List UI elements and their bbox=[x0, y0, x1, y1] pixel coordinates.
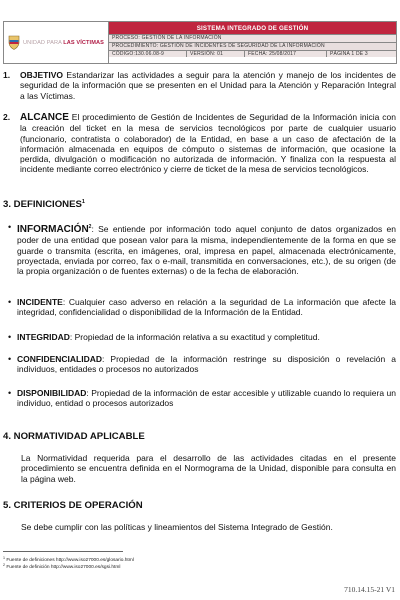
definition-term: INTEGRIDAD bbox=[17, 332, 70, 342]
definition-item bbox=[8, 388, 396, 409]
bullet-icon: • bbox=[8, 332, 12, 342]
bullet-icon: • bbox=[8, 388, 12, 398]
definition-term: INCIDENTE bbox=[17, 297, 63, 307]
footnote-ref: 1 bbox=[81, 199, 85, 205]
definition-item bbox=[8, 222, 396, 276]
definitions-heading: 3. DEFINICIONES$^1$ bbox=[3, 199, 85, 210]
document-code: 710.14.15-21 V1 bbox=[344, 585, 395, 594]
section-text: Estandarizar las actividades a seguir para la atención y manejo de los incidentes de seguridad de la información que se presenten en el Unidad para la Atención y Reparación Integral a las Víctimas. bbox=[20, 70, 396, 101]
section-alcance bbox=[3, 112, 396, 175]
header-page: PÁGINA 1 DE 3 bbox=[330, 50, 368, 57]
header-version: VERSIÓN: 01 bbox=[187, 51, 245, 58]
coat-of-arms-icon bbox=[8, 35, 20, 50]
section-number: 1. bbox=[3, 70, 11, 80]
normatividad-heading: 4. NORMATIVIDAD APLICABLE bbox=[3, 431, 145, 442]
bullet-icon: • bbox=[8, 354, 12, 364]
normatividad-text: La Normatividad requerida para el desarrollo de las actividades citadas en el presente procedimiento se encuentra definida en el Normograma de la Unidad, disponible para consulta en la página web. bbox=[21, 453, 396, 484]
header-procedure: PROCEDIMIENTO: GESTIÓN DE INCIDENTES DE SEGURIDAD DE LA INFORMACIÓN bbox=[109, 42, 396, 50]
logo-text: UNIDAD PARA LAS VÍCTIMAS bbox=[23, 39, 104, 46]
header-code: CÓDIGO:130.06.08-9 bbox=[109, 51, 187, 58]
definition-term: CONFIDENCIALIDAD bbox=[17, 354, 102, 364]
section-number: 2. bbox=[3, 112, 11, 122]
header-date: FECHA: 25/08/2017 bbox=[245, 51, 327, 58]
section-title: ALCANCE bbox=[20, 112, 69, 123]
definition-text: : Propiedad de la información relativa a su exactitud y completitud. bbox=[69, 332, 320, 342]
footnote-ref: 2 bbox=[88, 224, 92, 230]
definition-text: : Cualquier caso adverso en relación a la seguridad de La información que afecte la integridad, confidencialidad o disponibilidad de la Información de la Entidad. bbox=[17, 297, 396, 318]
definition-text: : Propiedad de la información de estar accesible y utilizable cuando lo requiera un individuo, entidad o procesos autorizados bbox=[17, 388, 396, 409]
definition-text: : Propiedad de la información restringe su disposición o revelación a individuos, entidades o procesos no autorizados bbox=[17, 354, 396, 375]
footnote-mark: 2 bbox=[3, 563, 5, 567]
section-title: OBJETIVO bbox=[20, 70, 63, 80]
definition-item bbox=[8, 332, 396, 342]
criterios-heading: 5. CRITERIOS DE OPERACIÓN bbox=[3, 500, 143, 511]
footnote bbox=[3, 556, 134, 563]
document-header bbox=[3, 21, 397, 64]
definition-term: DISPONIBILIDAD bbox=[17, 388, 87, 398]
definition-item bbox=[8, 297, 396, 318]
logo bbox=[4, 22, 109, 63]
header-meta-row bbox=[109, 50, 396, 58]
definition-term: INFORMACIÓN bbox=[17, 224, 89, 235]
footnote bbox=[3, 563, 120, 570]
footnote-text: Fuente de definición http://www.iso27000.es/sgsi.html bbox=[5, 565, 121, 570]
section-text: El procedimiento de Gestión de Incidentes de Seguridad de la Información inicia con la creación del ticket en la mesa de servicios tecnológicos por parte de cualquier usuario (funcionario, contratista o colaborador) de la Entidad, en base a un caso de afectación de la información almacenada en equipos de cómputo o sistemas de información, que ocasione la perdida, divulgación o modificación no autorizada de información. Y finaliza con la respuesta al incidente mediante correo electrónico y cierre de ticket de la mesa de servicios tecnológicos. bbox=[20, 112, 396, 175]
header-title: SISTEMA INTEGRADO DE GESTIÓN bbox=[109, 22, 396, 34]
criterios-text: Se debe cumplir con las políticas y lineamientos del Sistema Integrado de Gestión. bbox=[21, 522, 333, 532]
bullet-icon: • bbox=[8, 222, 12, 232]
definition-item bbox=[8, 354, 396, 375]
footnote-mark: 1 bbox=[3, 556, 5, 560]
footnote-divider bbox=[3, 551, 123, 552]
header-process: PROCESO: GESTIÓN DE LA INFORMACIÓN bbox=[109, 34, 396, 42]
footnote-text: Fuente de definiciones http://www.iso27000.es/glosario.html bbox=[5, 558, 134, 563]
bullet-icon: • bbox=[8, 297, 12, 307]
definition-text: : Se entiende por información todo aquel conjunto de datos organizados en poder de una entidad que posean valor para la misma, independientemente de la forma en que se guarde o transmita (escrita, en imágenes, oral, impresa en papel, almacenada electrónicamente, proyectada, enviada por correo, fax o e-mail, transmitida en conversaciones, etc.), de su origen (de la propia organización o de fuentes externas) o de la fecha de elaboración. bbox=[17, 224, 396, 277]
section-objetivo bbox=[3, 70, 396, 101]
